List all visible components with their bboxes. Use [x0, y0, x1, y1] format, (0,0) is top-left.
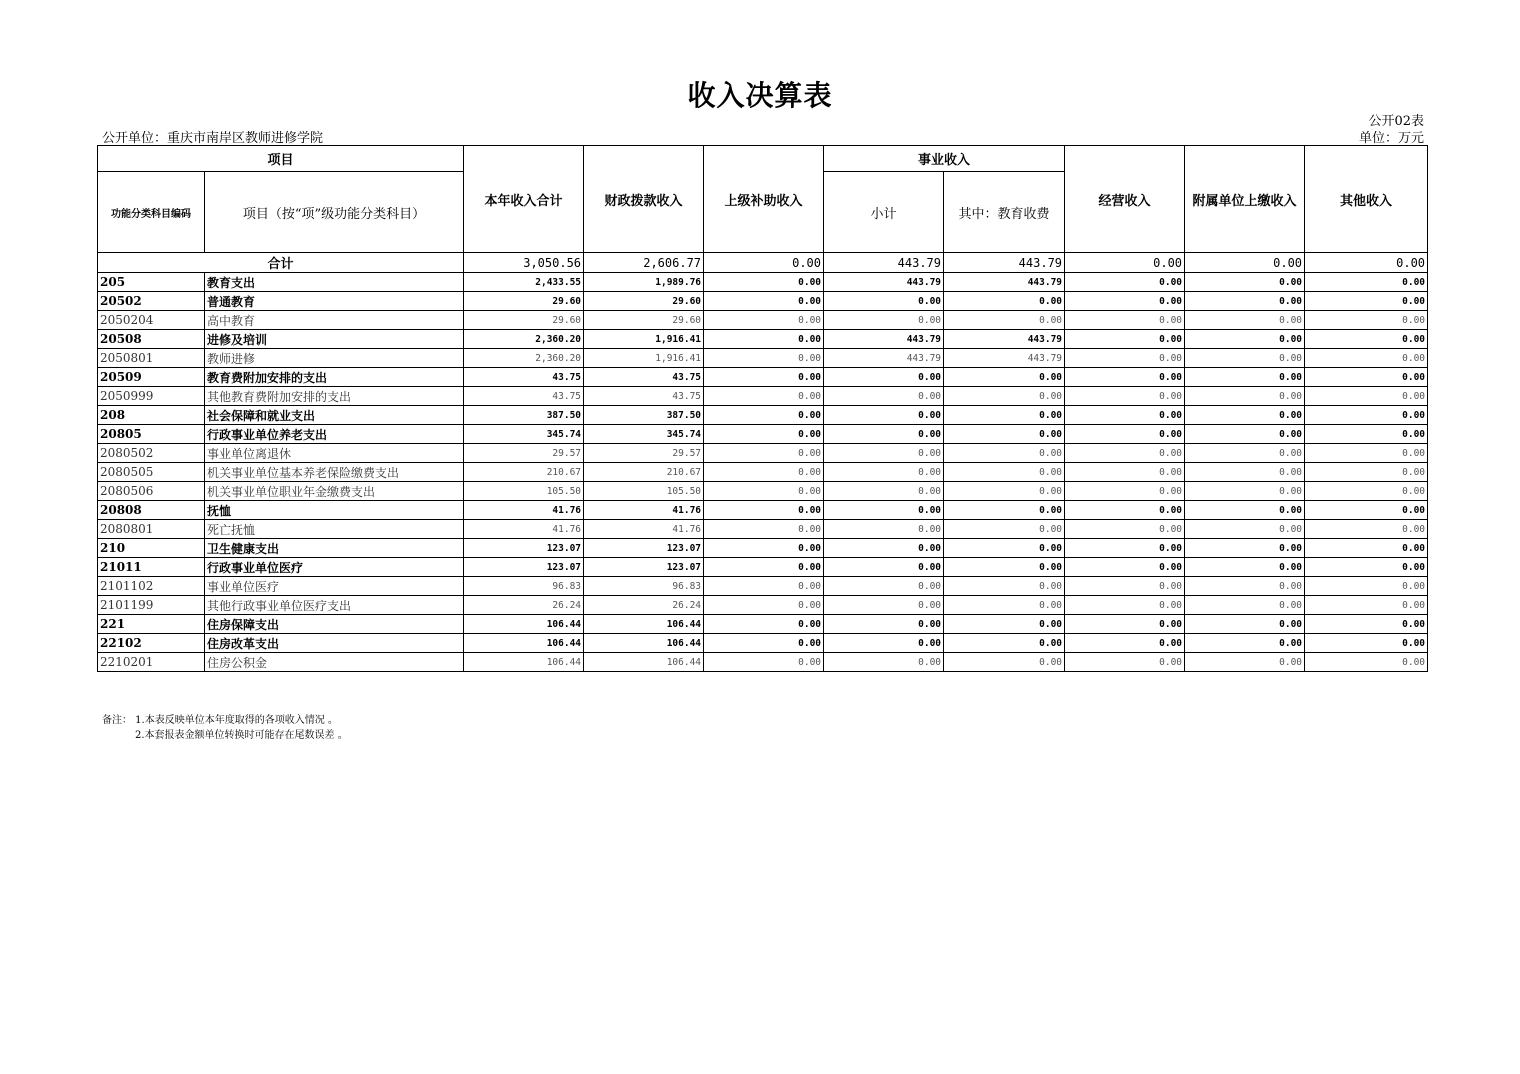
row-value: 0.00: [944, 596, 1065, 615]
row-value: 0.00: [824, 596, 944, 615]
row-name: 卫生健康支出: [205, 539, 464, 558]
row-value: 0.00: [1185, 653, 1305, 672]
row-value: 2,360.20: [464, 330, 584, 349]
row-name: 其他行政事业单位医疗支出: [205, 596, 464, 615]
row-value: 43.75: [584, 368, 704, 387]
row-value: 0.00: [704, 577, 824, 596]
row-code: 2101102: [98, 577, 205, 596]
row-value: 210.67: [584, 463, 704, 482]
row-code: 2080505: [98, 463, 205, 482]
row-value: 0.00: [944, 425, 1065, 444]
table-row: [98, 406, 1428, 425]
note-1: 备注： 1.本表反映单位本年度取得的各项收入情况 。: [102, 715, 338, 726]
row-value: 0.00: [704, 444, 824, 463]
row-value: 387.50: [464, 406, 584, 425]
row-value: 443.79: [944, 349, 1065, 368]
table-row: [98, 596, 1428, 615]
row-value: 0.00: [1305, 482, 1428, 501]
row-value: 0.00: [1185, 501, 1305, 520]
row-value: 0.00: [944, 292, 1065, 311]
row-value: 0.00: [1185, 558, 1305, 577]
row-value: 0.00: [944, 387, 1065, 406]
row-code: 2050801: [98, 349, 205, 368]
row-code: 2080502: [98, 444, 205, 463]
row-value: 123.07: [584, 539, 704, 558]
row-code: 205: [98, 273, 205, 292]
row-value: 105.50: [464, 482, 584, 501]
row-value: 41.76: [464, 520, 584, 539]
row-value: 0.00: [944, 482, 1065, 501]
row-value: 0.00: [704, 292, 824, 311]
row-value: 0.00: [1065, 520, 1185, 539]
row-value: 29.57: [584, 444, 704, 463]
row-value: 0.00: [1305, 444, 1428, 463]
table-row: [98, 653, 1428, 672]
row-value: 26.24: [464, 596, 584, 615]
row-code: 2050999: [98, 387, 205, 406]
row-value: 43.75: [464, 368, 584, 387]
row-value: 0.00: [1065, 444, 1185, 463]
row-value: 0.00: [1065, 425, 1185, 444]
row-value: 0.00: [1185, 539, 1305, 558]
row-value: 29.60: [584, 292, 704, 311]
row-value: 0.00: [1305, 615, 1428, 634]
row-name: 住房公积金: [205, 653, 464, 672]
row-value: 0.00: [1305, 520, 1428, 539]
row-value: 96.83: [584, 577, 704, 596]
row-name: 抚恤: [205, 501, 464, 520]
row-name: 住房改革支出: [205, 634, 464, 653]
row-code: 2080506: [98, 482, 205, 501]
row-name: 进修及培训: [205, 330, 464, 349]
row-value: 0.00: [1185, 596, 1305, 615]
note-2: 2.本套报表金额单位转换时可能存在尾数误差 。: [135, 730, 348, 741]
project-header: 项目: [98, 146, 464, 172]
row-value: 0.00: [824, 482, 944, 501]
row-value: 0.00: [1305, 387, 1428, 406]
row-value: 0.00: [1065, 634, 1185, 653]
row-value: 106.44: [464, 615, 584, 634]
row-name: 机关事业单位基本养老保险缴费支出: [205, 463, 464, 482]
row-value: 0.00: [704, 482, 824, 501]
total-income-header: 本年收入合计: [464, 146, 584, 253]
row-name: 事业单位离退休: [205, 444, 464, 463]
row-value: 2,433.55: [464, 273, 584, 292]
table-row: [98, 387, 1428, 406]
row-code: 208: [98, 406, 205, 425]
row-value: 0.00: [704, 501, 824, 520]
row-value: 29.60: [584, 311, 704, 330]
row-value: 0.00: [824, 463, 944, 482]
row-value: 0.00: [1305, 330, 1428, 349]
row-name: 社会保障和就业支出: [205, 406, 464, 425]
row-value: 0.00: [824, 558, 944, 577]
row-value: 0.00: [824, 425, 944, 444]
row-value: 29.60: [464, 292, 584, 311]
row-value: 0.00: [704, 596, 824, 615]
row-code: 20805: [98, 425, 205, 444]
row-value: 0.00: [1185, 634, 1305, 653]
total-cell: 443.79: [944, 253, 1065, 273]
row-name: 教育费附加安排的支出: [205, 368, 464, 387]
row-value: 0.00: [944, 539, 1065, 558]
row-name: 普通教育: [205, 292, 464, 311]
total-cell: 0.00: [1065, 253, 1185, 273]
row-value: 0.00: [1305, 349, 1428, 368]
row-value: 0.00: [824, 501, 944, 520]
edu-fee-header: 其中：教育收费: [944, 172, 1065, 253]
reporting-unit: 公开单位：重庆市南岸区教师进修学院: [102, 131, 324, 146]
row-value: 0.00: [1305, 596, 1428, 615]
row-value: 26.24: [584, 596, 704, 615]
row-code: 20509: [98, 368, 205, 387]
table-row: [98, 615, 1428, 634]
table-row: [98, 558, 1428, 577]
row-value: 0.00: [1065, 311, 1185, 330]
row-value: 0.00: [704, 653, 824, 672]
row-value: 2,360.20: [464, 349, 584, 368]
row-value: 0.00: [704, 558, 824, 577]
row-value: 443.79: [944, 273, 1065, 292]
row-value: 105.50: [584, 482, 704, 501]
row-value: 0.00: [1065, 615, 1185, 634]
row-code: 2050204: [98, 311, 205, 330]
row-value: 0.00: [1065, 577, 1185, 596]
row-value: 0.00: [1185, 311, 1305, 330]
table-row: [98, 349, 1428, 368]
subtotal-header: 小计: [824, 172, 944, 253]
row-value: 0.00: [704, 425, 824, 444]
row-value: 443.79: [824, 273, 944, 292]
row-value: 41.76: [584, 520, 704, 539]
row-value: 0.00: [1185, 520, 1305, 539]
row-name: 行政事业单位养老支出: [205, 425, 464, 444]
row-value: 43.75: [464, 387, 584, 406]
row-value: 0.00: [824, 577, 944, 596]
total-row: [98, 253, 1428, 273]
row-value: 0.00: [944, 520, 1065, 539]
total-cell: 2,606.77: [584, 253, 704, 273]
row-value: 41.76: [464, 501, 584, 520]
row-value: 0.00: [1185, 463, 1305, 482]
row-value: 0.00: [944, 406, 1065, 425]
total-label: 合计: [98, 253, 464, 273]
row-value: 0.00: [1305, 368, 1428, 387]
row-value: 0.00: [944, 577, 1065, 596]
row-value: 123.07: [584, 558, 704, 577]
row-value: 0.00: [1305, 406, 1428, 425]
table-row: [98, 577, 1428, 596]
row-value: 0.00: [704, 330, 824, 349]
row-value: 0.00: [824, 520, 944, 539]
row-value: 0.00: [1065, 387, 1185, 406]
table-row: [98, 501, 1428, 520]
row-value: 0.00: [704, 349, 824, 368]
row-value: 0.00: [704, 539, 824, 558]
row-name: 机关事业单位职业年金缴费支出: [205, 482, 464, 501]
row-value: 0.00: [1065, 501, 1185, 520]
fiscal-header: 财政拨款收入: [584, 146, 704, 253]
row-name: 事业单位医疗: [205, 577, 464, 596]
table-row: [98, 368, 1428, 387]
row-value: 0.00: [1065, 292, 1185, 311]
row-value: 0.00: [1065, 539, 1185, 558]
table-row: [98, 311, 1428, 330]
row-value: 0.00: [1065, 482, 1185, 501]
business-income-header: 事业收入: [824, 146, 1065, 172]
row-value: 0.00: [1305, 463, 1428, 482]
row-value: 0.00: [1065, 596, 1185, 615]
row-value: 0.00: [1305, 558, 1428, 577]
table-row: [98, 539, 1428, 558]
table-row: [98, 425, 1428, 444]
total-cell: 0.00: [1305, 253, 1428, 273]
row-value: 106.44: [584, 634, 704, 653]
row-code: 210: [98, 539, 205, 558]
row-value: 0.00: [1185, 349, 1305, 368]
row-value: 0.00: [944, 615, 1065, 634]
notes: [102, 713, 348, 743]
row-value: 1,916.41: [584, 349, 704, 368]
row-code: 20808: [98, 501, 205, 520]
row-code: 21011: [98, 558, 205, 577]
other-income-header: 其他收入: [1305, 146, 1428, 253]
row-value: 443.79: [824, 330, 944, 349]
row-value: 0.00: [824, 387, 944, 406]
row-value: 0.00: [1305, 311, 1428, 330]
table-row: [98, 520, 1428, 539]
code-header: 功能分类科目编码: [98, 172, 205, 253]
row-value: 106.44: [464, 634, 584, 653]
row-value: 0.00: [824, 444, 944, 463]
row-value: 0.00: [1185, 615, 1305, 634]
row-value: 0.00: [704, 273, 824, 292]
row-value: 0.00: [824, 634, 944, 653]
row-value: 0.00: [944, 311, 1065, 330]
row-value: 0.00: [944, 368, 1065, 387]
row-value: 345.74: [584, 425, 704, 444]
row-value: 0.00: [1305, 653, 1428, 672]
total-cell: 443.79: [824, 253, 944, 273]
total-cell: 0.00: [704, 253, 824, 273]
row-value: 0.00: [704, 406, 824, 425]
row-name: 死亡抚恤: [205, 520, 464, 539]
row-value: 0.00: [1185, 368, 1305, 387]
row-value: 0.00: [1065, 653, 1185, 672]
row-value: 0.00: [824, 539, 944, 558]
row-value: 345.74: [464, 425, 584, 444]
row-value: 0.00: [704, 368, 824, 387]
table-row: [98, 634, 1428, 653]
upper-subsidy-header: 上级补助收入: [704, 146, 824, 253]
row-name: 住房保障支出: [205, 615, 464, 634]
row-value: 0.00: [944, 653, 1065, 672]
row-code: 221: [98, 615, 205, 634]
page-title: 收入决算表: [687, 79, 833, 112]
row-value: 0.00: [824, 653, 944, 672]
row-value: 0.00: [824, 368, 944, 387]
row-value: 0.00: [944, 558, 1065, 577]
row-code: 2080801: [98, 520, 205, 539]
row-value: 43.75: [584, 387, 704, 406]
table-row: [98, 482, 1428, 501]
row-value: 443.79: [824, 349, 944, 368]
row-value: 106.44: [464, 653, 584, 672]
row-value: 0.00: [1065, 463, 1185, 482]
row-value: 106.44: [584, 615, 704, 634]
row-value: 0.00: [1065, 368, 1185, 387]
row-code: 20508: [98, 330, 205, 349]
name-header: 项目（按“项”级功能分类科目）: [205, 172, 464, 253]
total-cell: 0.00: [1185, 253, 1305, 273]
row-name: 其他教育费附加安排的支出: [205, 387, 464, 406]
row-value: 0.00: [704, 387, 824, 406]
row-value: 0.00: [824, 615, 944, 634]
row-value: 96.83: [464, 577, 584, 596]
row-value: 0.00: [1185, 444, 1305, 463]
row-value: 29.60: [464, 311, 584, 330]
row-value: 106.44: [584, 653, 704, 672]
table-row: [98, 444, 1428, 463]
row-name: 教师进修: [205, 349, 464, 368]
row-value: 0.00: [1185, 425, 1305, 444]
row-value: 0.00: [944, 463, 1065, 482]
row-code: 2101199: [98, 596, 205, 615]
income-table: [97, 145, 1428, 672]
row-value: 0.00: [1185, 330, 1305, 349]
row-value: 0.00: [1305, 539, 1428, 558]
row-value: 0.00: [1185, 387, 1305, 406]
row-value: 29.57: [464, 444, 584, 463]
row-value: 0.00: [944, 634, 1065, 653]
table-row: [98, 330, 1428, 349]
row-value: 123.07: [464, 539, 584, 558]
row-value: 0.00: [1305, 292, 1428, 311]
row-value: 0.00: [704, 463, 824, 482]
row-value: 0.00: [944, 501, 1065, 520]
row-value: 0.00: [1185, 273, 1305, 292]
row-value: 210.67: [464, 463, 584, 482]
table-row: [98, 273, 1428, 292]
row-value: 0.00: [944, 444, 1065, 463]
row-value: 0.00: [704, 615, 824, 634]
form-number: 公开02表: [1368, 114, 1424, 129]
row-value: 0.00: [824, 311, 944, 330]
row-code: 2210201: [98, 653, 205, 672]
table-row: [98, 463, 1428, 482]
row-value: 0.00: [1065, 558, 1185, 577]
money-unit: 单位：万元: [1358, 131, 1424, 146]
row-value: 0.00: [1065, 273, 1185, 292]
operating-income-header: 经营收入: [1065, 146, 1185, 253]
row-value: 0.00: [1305, 577, 1428, 596]
total-cell: 3,050.56: [464, 253, 584, 273]
row-value: 0.00: [1065, 349, 1185, 368]
row-value: 0.00: [1305, 273, 1428, 292]
row-name: 高中教育: [205, 311, 464, 330]
row-code: 20502: [98, 292, 205, 311]
row-value: 0.00: [704, 520, 824, 539]
row-value: 0.00: [1065, 406, 1185, 425]
row-code: 22102: [98, 634, 205, 653]
row-value: 0.00: [704, 311, 824, 330]
row-name: 行政事业单位医疗: [205, 558, 464, 577]
row-value: 0.00: [1305, 634, 1428, 653]
row-value: 387.50: [584, 406, 704, 425]
row-value: 443.79: [944, 330, 1065, 349]
row-value: 0.00: [1305, 501, 1428, 520]
row-value: 0.00: [1185, 406, 1305, 425]
row-value: 123.07: [464, 558, 584, 577]
row-value: 0.00: [1305, 425, 1428, 444]
row-value: 0.00: [1185, 577, 1305, 596]
row-value: 1,916.41: [584, 330, 704, 349]
row-value: 0.00: [824, 406, 944, 425]
table-row: [98, 292, 1428, 311]
affiliate-income-header: 附属单位上缴收入: [1185, 146, 1305, 253]
row-value: 0.00: [1185, 292, 1305, 311]
row-value: 41.76: [584, 501, 704, 520]
row-value: 0.00: [1065, 330, 1185, 349]
row-value: 1,989.76: [584, 273, 704, 292]
row-value: 0.00: [1185, 482, 1305, 501]
row-value: 0.00: [824, 292, 944, 311]
row-name: 教育支出: [205, 273, 464, 292]
row-value: 0.00: [704, 634, 824, 653]
